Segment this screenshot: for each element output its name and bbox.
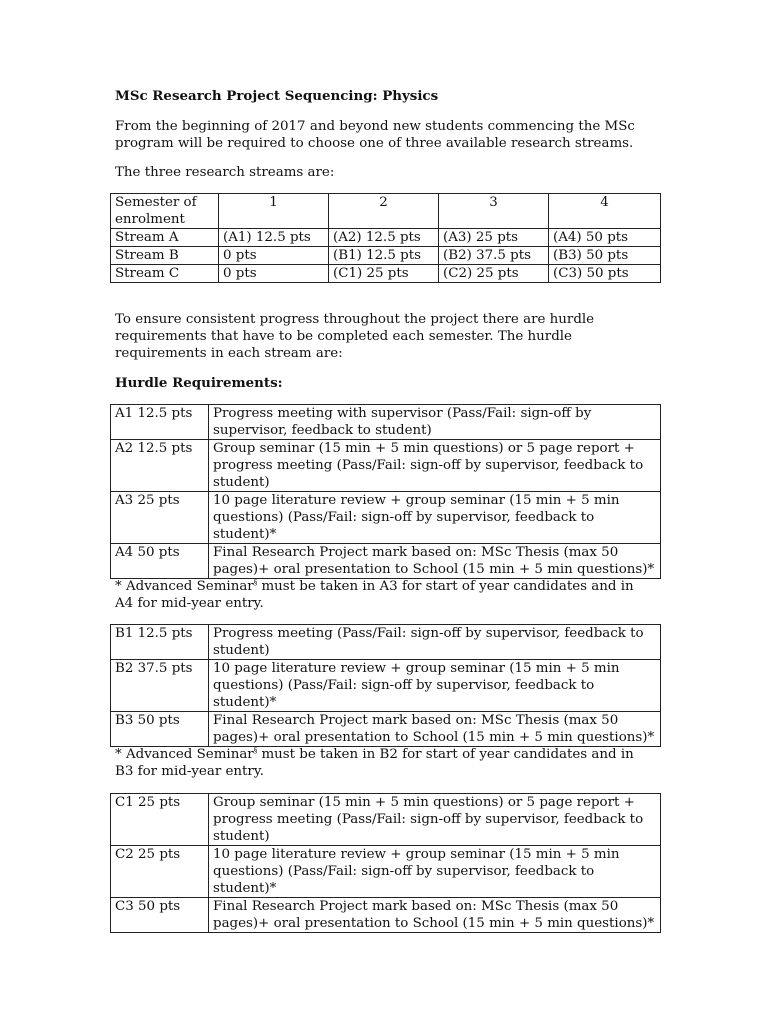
table-cell: Progress meeting (Pass/Fail: sign-off by supervisor, feedback to student) xyxy=(209,625,661,660)
table-cell: B1 12.5 pts xyxy=(111,625,209,660)
hurdle-heading: Hurdle Requirements: xyxy=(115,375,283,391)
table-header-cell: 4 xyxy=(549,194,661,229)
table-cell: Final Research Project mark based on: MSc Thesis (max 50 pages)+ oral presentation to School (15 min + 5 min questions)* xyxy=(209,544,661,579)
table-cell: C1 25 pts xyxy=(111,794,209,846)
table-cell: (B2) 37.5 pts xyxy=(439,247,549,265)
table-cell: Stream B xyxy=(111,247,219,265)
table-cell: 0 pts xyxy=(219,247,329,265)
footnote-text: * Advanced Seminar xyxy=(115,579,254,594)
table-header-cell: 2 xyxy=(329,194,439,229)
table-cell: (C1) 25 pts xyxy=(329,265,439,283)
table-row xyxy=(111,625,661,660)
table-cell: (A2) 12.5 pts xyxy=(329,229,439,247)
footnote-text: must be taken in A3 for start of year candidates and in A4 for mid-year entry. xyxy=(115,579,634,611)
table-row xyxy=(111,405,661,440)
stream-table xyxy=(110,193,661,283)
table-cell: C2 25 pts xyxy=(111,846,209,898)
table-cell: Stream C xyxy=(111,265,219,283)
table-header-cell: 3 xyxy=(439,194,549,229)
table-cell: (A1) 12.5 pts xyxy=(219,229,329,247)
intro-paragraph: From the beginning of 2017 and beyond new students commencing the MSc program will be required to choose one of three available research streams. xyxy=(115,119,635,151)
table-header-cell: Semester of enrolment xyxy=(111,194,219,229)
table-cell: Group seminar (15 min + 5 min questions) or 5 page report + progress meeting (Pass/Fail: sign-off by supervisor, feedback to student) xyxy=(209,440,661,492)
table-cell: Final Research Project mark based on: MSc Thesis (max 50 pages)+ oral presentation to School (15 min + 5 min questions)* xyxy=(209,712,661,747)
table-cell: C3 50 pts xyxy=(111,898,209,933)
table-cell: Final Research Project mark based on: MSc Thesis (max 50 pages)+ oral presentation to School (15 min + 5 min questions)* xyxy=(209,898,661,933)
table-cell: Progress meeting with supervisor (Pass/Fail: sign-off by supervisor, feedback to student) xyxy=(209,405,661,440)
table-row xyxy=(111,229,661,247)
table-cell: B3 50 pts xyxy=(111,712,209,747)
table-cell: A3 25 pts xyxy=(111,492,209,544)
table-row xyxy=(111,846,661,898)
table-header-row xyxy=(111,194,661,229)
table-row xyxy=(111,794,661,846)
hurdle-intro: To ensure consistent progress throughout the project there are hurdle requirements that have to be completed each semester. The hurdle requirements in each stream are: xyxy=(115,312,595,361)
table-cell: 10 page literature review + group seminar (15 min + 5 min questions) (Pass/Fail: sign-off by supervisor, feedback to student)* xyxy=(209,660,661,712)
table-cell: (C2) 25 pts xyxy=(439,265,549,283)
hurdle-table-b xyxy=(110,624,661,747)
table-row xyxy=(111,712,661,747)
table-row xyxy=(111,440,661,492)
table-cell: A4 50 pts xyxy=(111,544,209,579)
table-cell: (A4) 50 pts xyxy=(549,229,661,247)
table-row xyxy=(111,492,661,544)
hurdle-table-c xyxy=(110,793,661,933)
table-cell: A2 12.5 pts xyxy=(111,440,209,492)
footnote-text: * Advanced Seminar xyxy=(115,747,254,762)
table-row xyxy=(111,660,661,712)
table-row xyxy=(111,247,661,265)
table-row xyxy=(111,544,661,579)
footnote-b xyxy=(115,746,655,780)
table-row xyxy=(111,265,661,283)
table-cell: (B1) 12.5 pts xyxy=(329,247,439,265)
table-cell: Stream A xyxy=(111,229,219,247)
table-cell: (C3) 50 pts xyxy=(549,265,661,283)
footnote-text: must be taken in B2 for start of year candidates and in B3 for mid-year entry. xyxy=(115,747,634,779)
section-mark: § xyxy=(253,746,258,755)
table-cell: (A3) 25 pts xyxy=(439,229,549,247)
table-cell: Group seminar (15 min + 5 min questions) or 5 page report + progress meeting (Pass/Fail: sign-off by supervisor, feedback to student) xyxy=(209,794,661,846)
footnote-a xyxy=(115,578,655,612)
hurdle-table-a xyxy=(110,404,661,579)
table-cell: 10 page literature review + group seminar (15 min + 5 min questions) (Pass/Fail: sign-off by supervisor, feedback to student)* xyxy=(209,492,661,544)
section-mark: § xyxy=(253,578,258,587)
page-title: MSc Research Project Sequencing: Physics xyxy=(115,88,439,104)
table-cell: A1 12.5 pts xyxy=(111,405,209,440)
table-cell: B2 37.5 pts xyxy=(111,660,209,712)
table-cell: 0 pts xyxy=(219,265,329,283)
table-header-cell: 1 xyxy=(219,194,329,229)
table-cell: (B3) 50 pts xyxy=(549,247,661,265)
table-cell: 10 page literature review + group seminar (15 min + 5 min questions) (Pass/Fail: sign-off by supervisor, feedback to student)* xyxy=(209,846,661,898)
streams-intro: The three research streams are: xyxy=(115,165,335,180)
table-row xyxy=(111,898,661,933)
